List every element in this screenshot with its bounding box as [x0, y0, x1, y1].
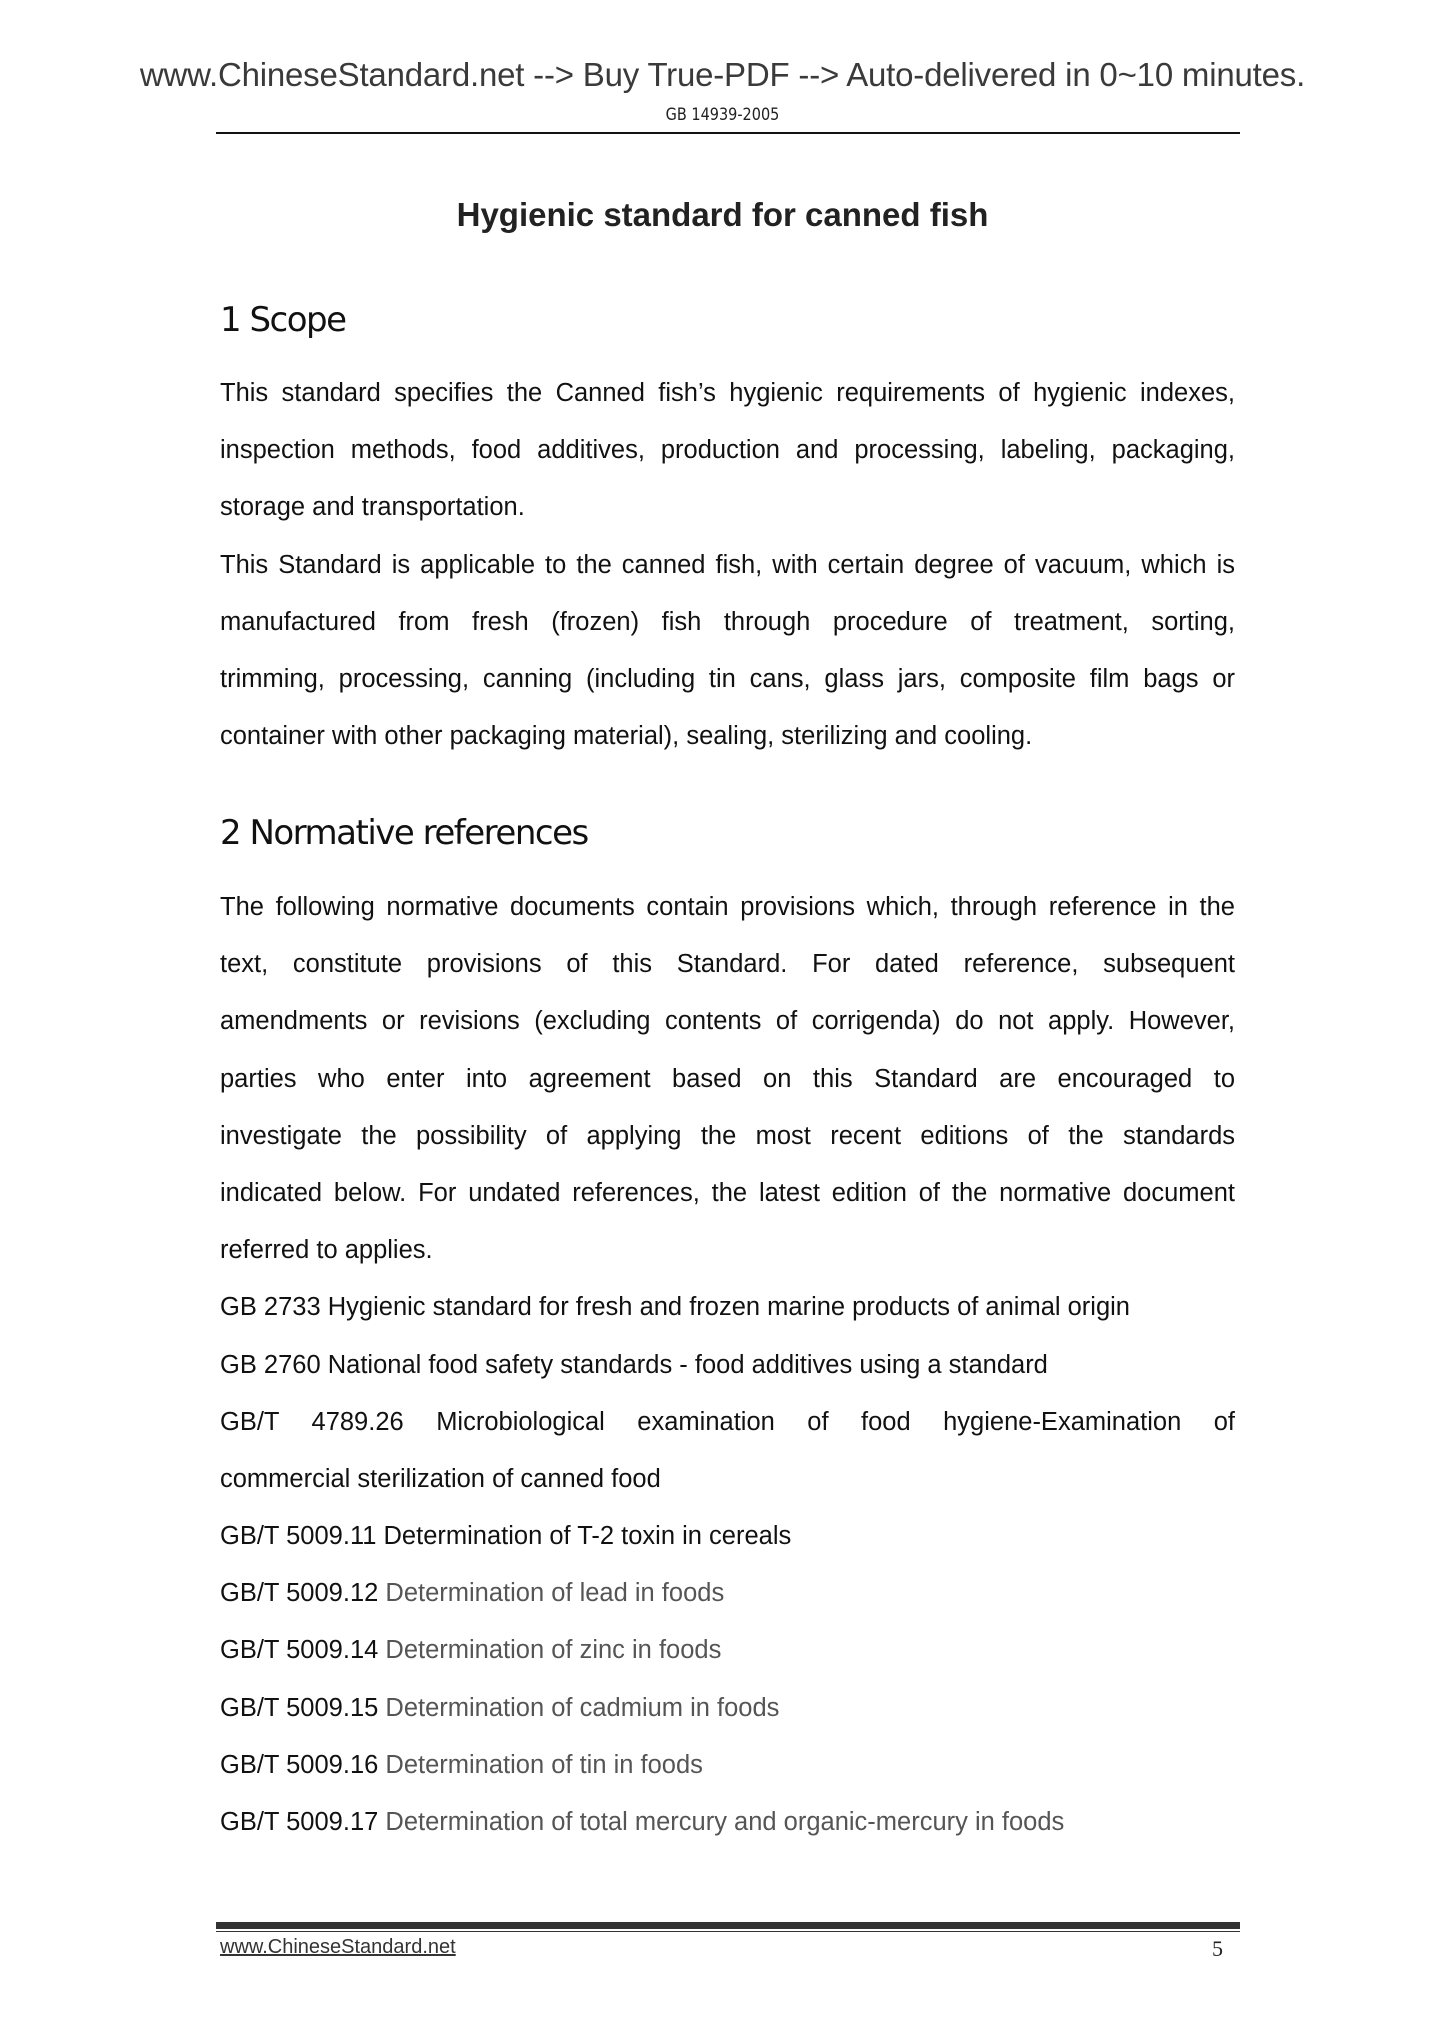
text-line: manufactured from fresh (frozen) fish through procedure of treatment, sorting, [220, 607, 1235, 636]
footer-divider-thin [216, 1931, 1240, 1932]
reference-code: GB/T 5009.15 [220, 1693, 379, 1722]
reference-title: Microbiological examination of food hygiene-Examination of [436, 1407, 1235, 1436]
text-line: amendments or revisions (excluding contents of corrigenda) do not apply. However, [220, 1007, 1235, 1036]
document-number: GB 14939-2005 [665, 105, 780, 125]
reference-title: National food safety standards - food additives using a standard [327, 1350, 1048, 1379]
reference-title: Determination of total mercury and organic-mercury in foods [385, 1808, 1065, 1836]
text-line: referred to applies. [220, 1236, 433, 1265]
reference-item [220, 1337, 1235, 1394]
reference-item [220, 1622, 1235, 1679]
reference-item [220, 1394, 1235, 1451]
reference-code: GB/T 5009.12 [220, 1579, 379, 1608]
scope-paragraph [220, 365, 1235, 765]
reference-code: GB 2733 [220, 1293, 321, 1322]
text-line: This standard specifies the Canned fish’s hygienic requirements of hygienic indexes, [220, 379, 1235, 407]
text-line: container with other packaging material), sealing, sterilizing and cooling. [220, 722, 1033, 751]
reference-item [220, 1737, 1235, 1794]
reference-code: GB/T 4789.26 [220, 1407, 404, 1436]
text-line: investigate the possibility of applying the most recent editions of the standards [220, 1121, 1235, 1150]
reference-title: Determination of cadmium in foods [385, 1693, 780, 1722]
text-line: This Standard is applicable to the canned fish, with certain degree of vacuum, which is [220, 550, 1235, 579]
text-line: storage and transportation. [220, 493, 525, 522]
reference-code: GB/T 5009.14 [220, 1636, 379, 1665]
document-title: Hygienic standard for canned fish [456, 196, 989, 233]
reference-item-continued: commercial sterilization of canned food [220, 1464, 661, 1493]
reference-item [220, 1565, 1235, 1622]
normative-references-paragraph [220, 879, 1235, 1851]
text-line: inspection methods, food additives, production and processing, labeling, packaging, [220, 436, 1235, 465]
text-line: text, constitute provisions of this Standard. For dated reference, subsequent [220, 950, 1235, 979]
reference-title: Determination of zinc in foods [385, 1636, 722, 1665]
reference-item [220, 1508, 1235, 1565]
footer-website-link[interactable]: www.ChineseStandard.net [220, 1936, 456, 1958]
section-heading-normative-references: 2 Normative references [220, 813, 588, 853]
reference-title: Determination of lead in foods [385, 1579, 725, 1608]
reference-title: Hygienic standard for fresh and frozen marine products of animal origin [327, 1293, 1130, 1322]
reference-code: GB/T 5009.16 [220, 1750, 379, 1779]
reference-title: Determination of T-2 toxin in cereals [383, 1522, 792, 1551]
footer-divider [216, 1922, 1240, 1929]
section-heading-scope: 1 Scope [220, 300, 346, 340]
header-banner: www.ChineseStandard.net --> Buy True-PDF --> Auto-delivered in 0~10 minutes. [139, 56, 1306, 93]
text-line: trimming, processing, canning (including tin cans, glass jars, composite film bags or [220, 664, 1235, 693]
reference-item [220, 1279, 1235, 1336]
reference-code: GB/T 5009.17 [220, 1808, 379, 1836]
text-line: indicated below. For undated references, the latest edition of the normative document [220, 1178, 1235, 1207]
reference-item [220, 1680, 1235, 1737]
page-number: 5 [1212, 1936, 1223, 1961]
header-divider [216, 132, 1240, 134]
text-line: parties who enter into agreement based on this Standard are encouraged to [220, 1064, 1235, 1093]
reference-code: GB 2760 [220, 1350, 321, 1379]
reference-code: GB/T 5009.11 [220, 1522, 377, 1551]
text-line: The following normative documents contain provisions which, through reference in the [220, 893, 1235, 921]
reference-item [220, 1794, 1235, 1851]
reference-title: Determination of tin in foods [385, 1750, 703, 1779]
